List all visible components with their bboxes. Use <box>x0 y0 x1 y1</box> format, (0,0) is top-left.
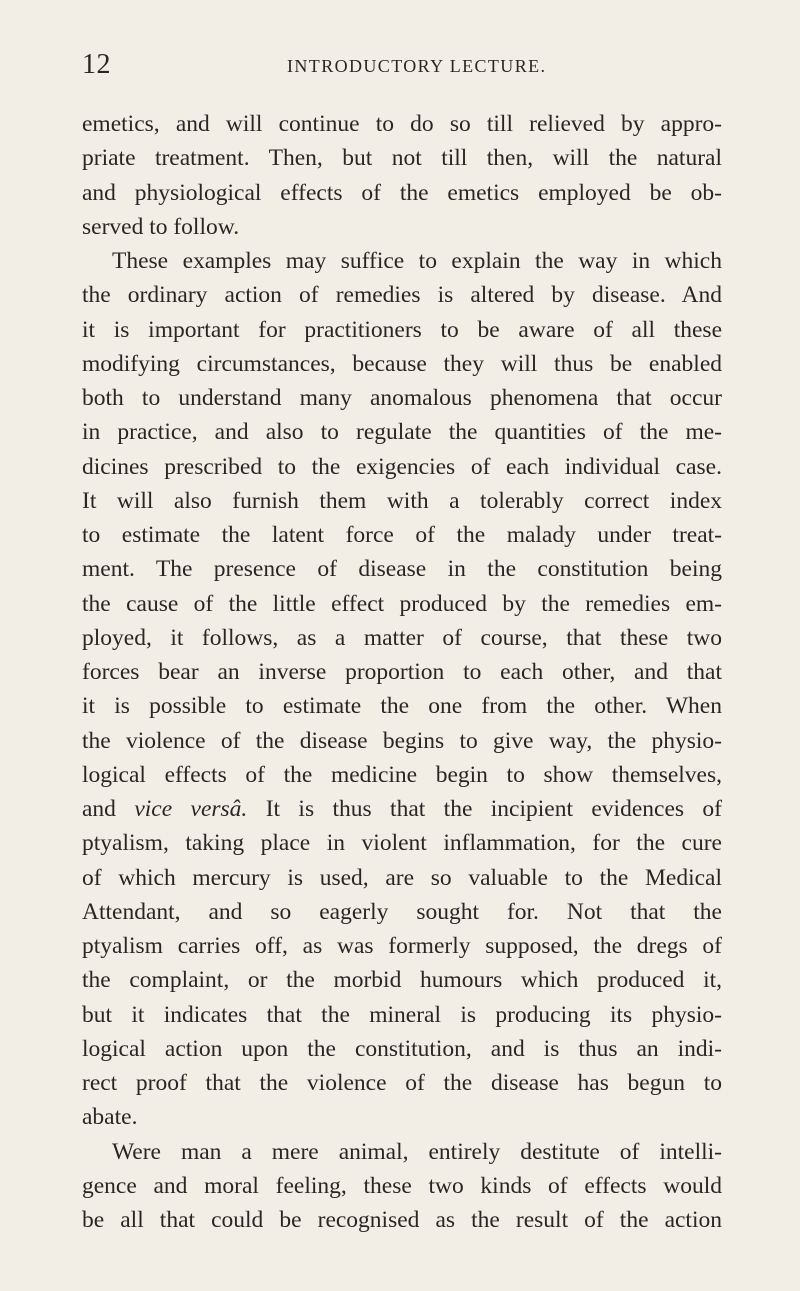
text-line: it is possible to estimate the one from the other. When <box>82 693 722 720</box>
text-line: but it indicates that the mineral is producing its physio- <box>82 1001 722 1028</box>
text-line: the violence of the disease begins to give way, the physio- <box>82 727 722 754</box>
text-line-with-italic <box>82 792 722 826</box>
text-line: Attendant, and so eagerly sought for. Not that the <box>82 898 722 925</box>
text-line: the ordinary action of remedies is altered by disease. And <box>82 282 722 309</box>
text-line: forces bear an inverse proportion to each other, and that <box>82 659 722 685</box>
text-line: the complaint, or the morbid humours which produced it, <box>82 967 722 994</box>
text-line: of which mercury is used, are so valuable to the Medical <box>82 864 722 891</box>
text-line: ptyalism carries off, as was formerly supposed, the dregs of <box>82 933 722 959</box>
running-head <box>82 48 724 82</box>
text-line: both to understand many anomalous phenomena that occur <box>82 385 722 411</box>
text-line: logical action upon the constitution, and is thus an indi- <box>82 1035 722 1062</box>
page-number: 12 <box>82 49 111 80</box>
text-line: It will also furnish them with a tolerably correct index <box>82 487 722 514</box>
text-line: logical effects of the medicine begin to show themselves, <box>82 761 722 788</box>
text-line: and physiological effects of the emetics employed be ob- <box>82 179 722 206</box>
italic-phrase: vice versâ. <box>134 796 248 822</box>
text-line: it is important for practitioners to be aware of all these <box>82 316 722 343</box>
running-title: INTRODUCTORY LECTURE. <box>287 56 547 76</box>
text-line: rect proof that the violence of the disease has begun to <box>82 1070 722 1096</box>
text-line: ptyalism, taking place in violent inflammation, for the cure <box>82 830 722 857</box>
text-line: gence and moral feeling, these two kinds of effects would <box>82 1172 722 1199</box>
text-line: ployed, it follows, as a matter of course, that these two <box>82 624 722 651</box>
text-line: emetics, and will continue to do so till relieved by appro- <box>82 111 722 137</box>
text-line: in practice, and also to regulate the quantities of the me- <box>82 419 722 446</box>
text-line: to estimate the latent force of the malady under treat- <box>82 522 722 548</box>
text-line: modifying circumstances, because they will thus be enabled <box>82 350 722 377</box>
paragraph-start-line: Were man a mere animal, entirely destitute of intelli- <box>112 1138 722 1165</box>
text-fragment: and <box>82 796 135 822</box>
body-text <box>82 107 722 1237</box>
text-line: served to follow. <box>82 213 240 240</box>
text-line: abate. <box>82 1104 138 1131</box>
text-line: the cause of the little effect produced by the remedies em- <box>82 590 722 617</box>
text-line: dicines prescribed to the exigencies of each individual case. <box>82 453 722 480</box>
text-line: be all that could be recognised as the result of the action <box>82 1207 722 1233</box>
paragraph-start-line: These examples may suffice to explain the way in which <box>112 248 722 274</box>
text-line: priate treatment. Then, but not till then, will the natural <box>82 145 722 172</box>
text-line: ment. The presence of disease in the constitution being <box>82 556 722 583</box>
text-fragment: It is thus that the incipient evidences of <box>247 796 722 822</box>
